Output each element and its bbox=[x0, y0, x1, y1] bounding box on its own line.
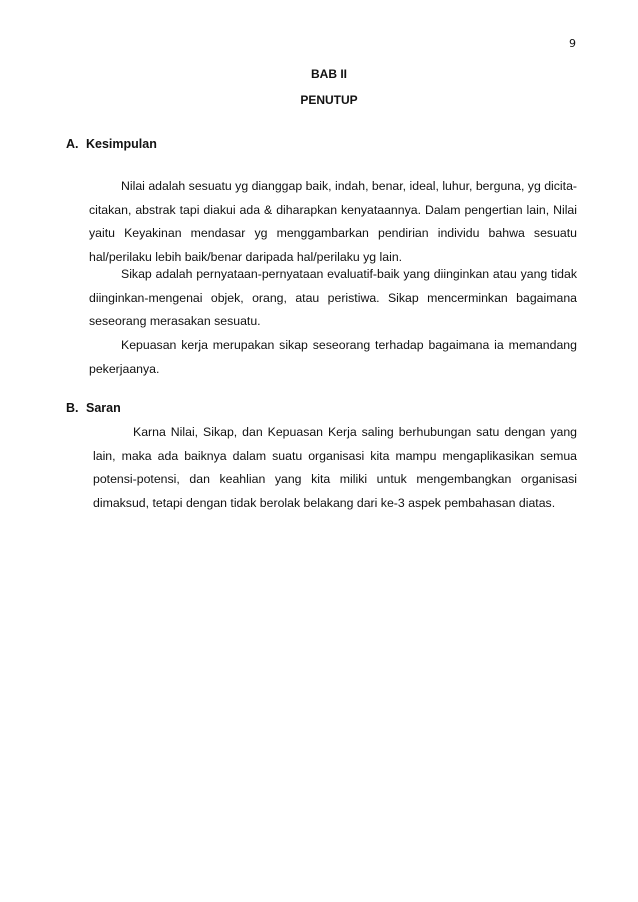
chapter-title: PENUTUP bbox=[300, 93, 358, 107]
section-title: Kesimpulan bbox=[86, 137, 157, 151]
paragraph-sikap: Sikap adalah pernyataan-pernyataan evaluatif-baik yang diinginkan atau yang tidak diinginkan-mengenai objek, orang, atau peristiwa. Sikap mencerminkan bagaimana seseorang merasakan sesuatu. bbox=[89, 267, 577, 328]
paragraph-nilai: Nilai adalah sesuatu yg dianggap baik, indah, benar, ideal, luhur, berguna, yg dicita-citakan, abstrak tapi diakui ada & diharapkan kenyataannya. Dalam pengertian lain, Nilai yaitu Keyakinan mendasar yg menggambarkan pendirian individu bahwa sesuatu hal/perilaku lebih baik/benar daripada hal/perilaku yg lain. bbox=[89, 179, 577, 264]
page-number: 9 bbox=[569, 37, 576, 50]
section-heading-kesimpulan bbox=[66, 137, 157, 151]
section-title: Saran bbox=[86, 401, 121, 415]
section-letter: B. bbox=[66, 401, 79, 415]
section-heading-saran bbox=[66, 401, 121, 415]
paragraph-saran: Karna Nilai, Sikap, dan Kepuasan Kerja saling berhubungan satu dengan yang lain, maka ada baiknya dalam suatu organisasi kita mampu mengaplikasikan semua potensi-potensi, dan keahlian yang kita miliki untuk mengembangkan organisasi dimaksud, tetapi dengan tidak berolak belakang dari ke-3 aspek pembahasan diatas. bbox=[93, 425, 577, 510]
section-letter: A. bbox=[66, 137, 79, 151]
chapter-number: BAB II bbox=[311, 67, 347, 81]
paragraph-kepuasan-kerja: Kepuasan kerja merupakan sikap seseorang terhadap bagaimana ia memandang pekerjaanya. bbox=[89, 338, 577, 376]
